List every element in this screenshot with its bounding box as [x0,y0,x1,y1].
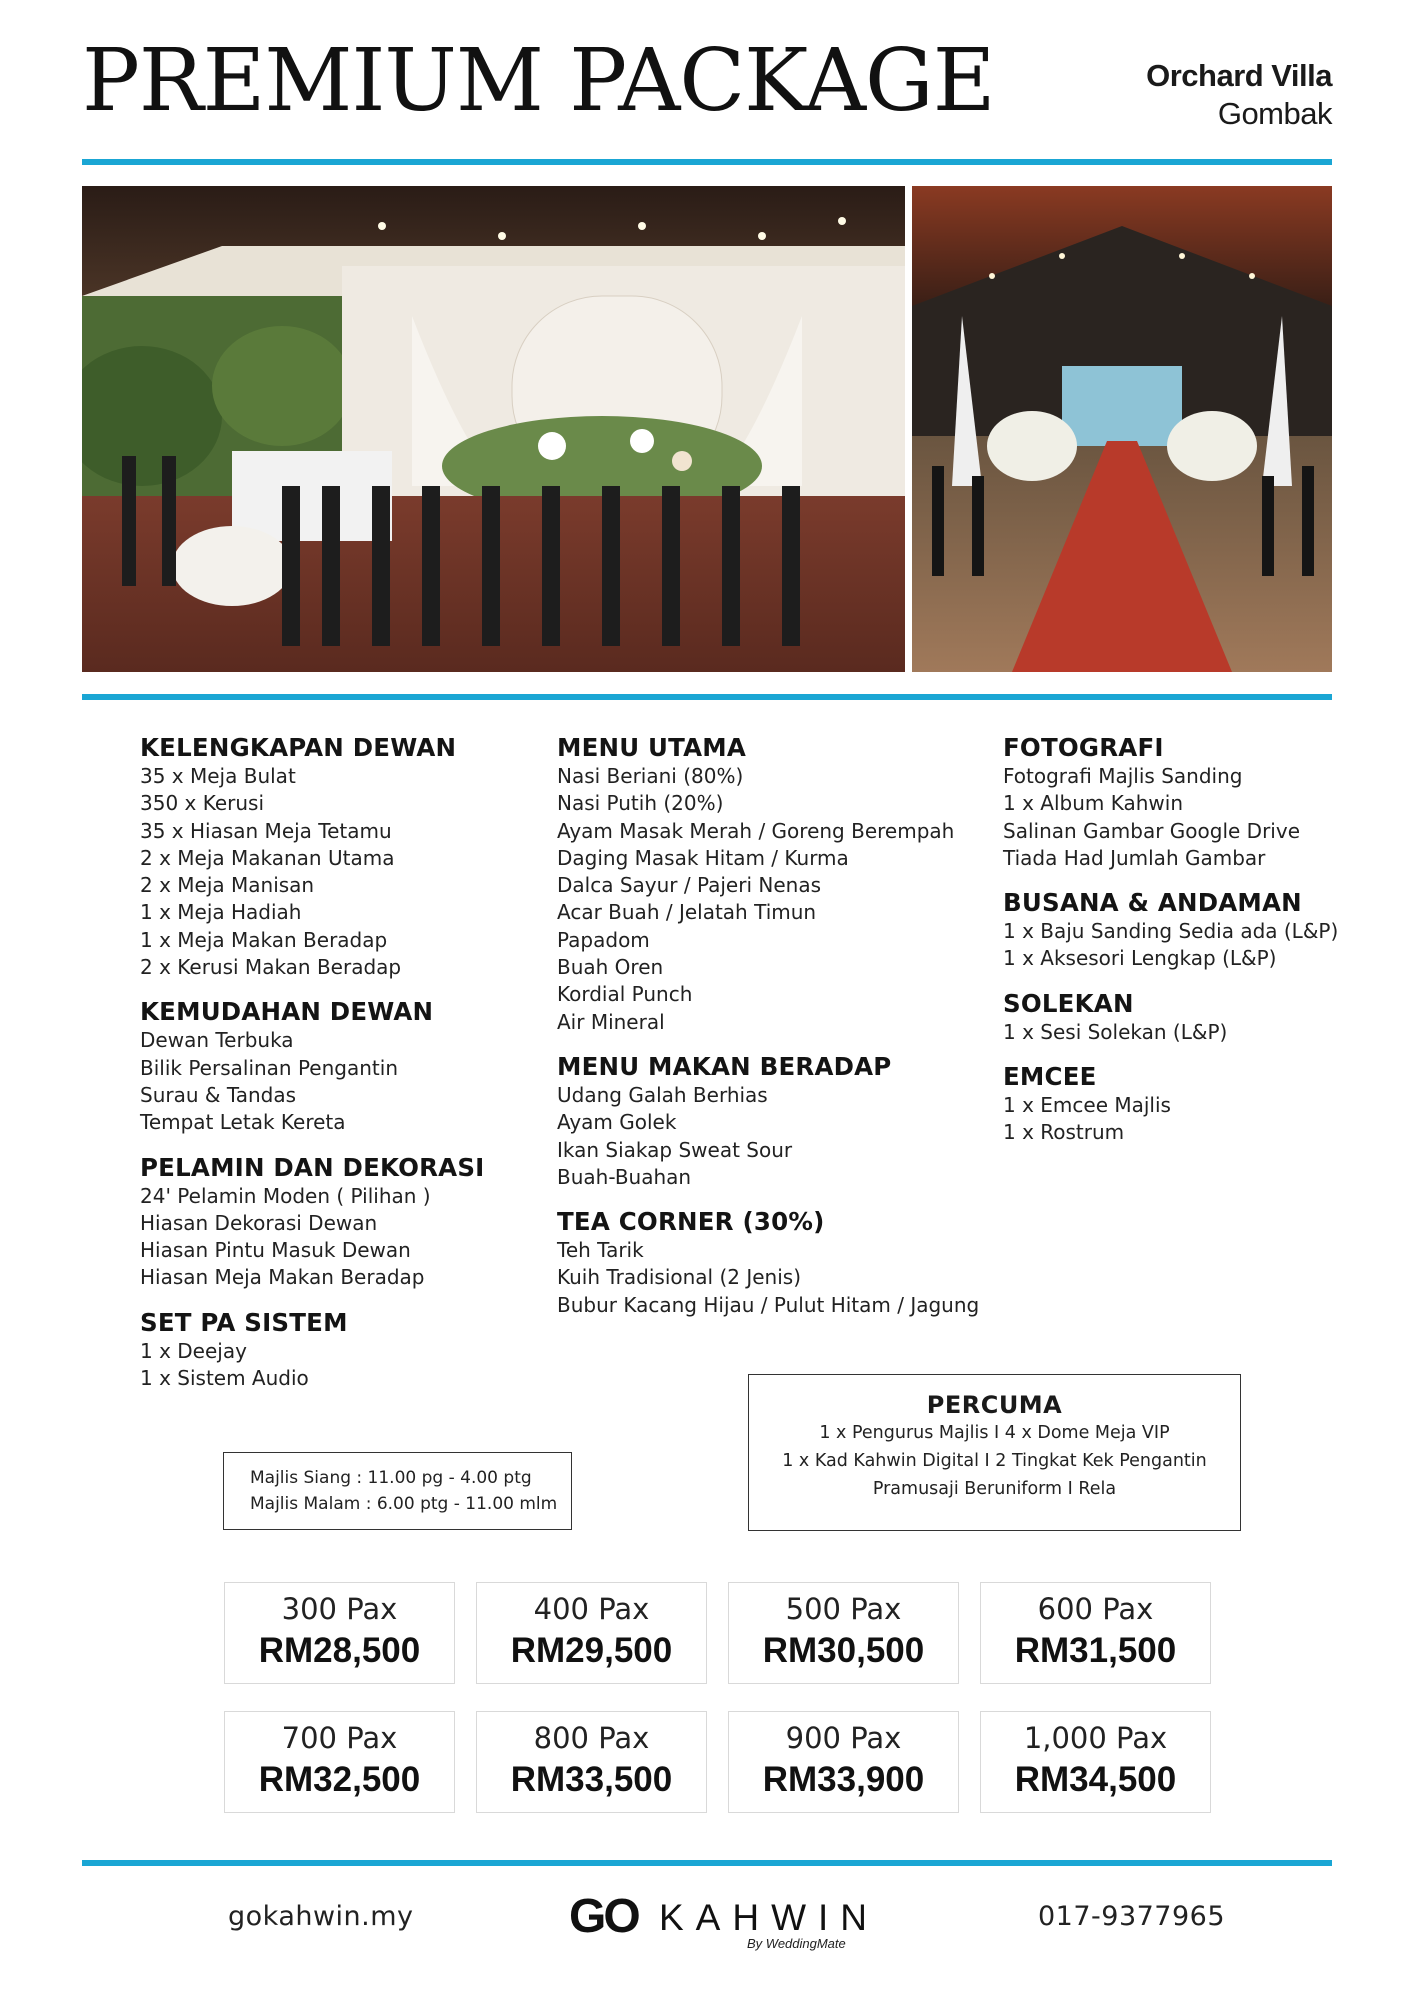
list-item: 1 x Meja Hadiah [140,900,302,925]
time-siang: Majlis Siang : 11.00 pg - 4.00 ptg [250,1468,532,1488]
list-item: Bilik Persalinan Pengantin [140,1055,398,1080]
price-amount: RM32,500 [258,1760,421,1799]
column-middle [557,733,979,1319]
list-item: 1 x Rostrum [1003,1120,1125,1145]
pax-count: 600 Pax [1037,1592,1154,1626]
section-heading: BUSANA & ANDAMAN [1003,888,1302,918]
hall-pelamin-photo [82,186,905,672]
price-amount: RM28,500 [258,1631,421,1670]
price-card-800 [476,1711,707,1813]
section-menu-utama [557,733,979,1036]
section-heading: SET PA SISTEM [140,1307,348,1337]
list-item: Hiasan Meja Makan Beradap [140,1265,425,1290]
list-item: Buah Oren [557,955,664,980]
price-amount: RM33,500 [510,1760,673,1799]
list-item: 1 x Baju Sanding Sedia ada (L&P) [1003,919,1339,944]
phone-number[interactable]: 017-9377965 [1038,1901,1226,1932]
bottom-divider [82,1860,1332,1866]
list-item: 1 x Meja Makan Beradap [140,927,388,952]
list-item: 2 x Kerusi Makan Beradap [140,955,402,980]
list-item: 1 x Deejay [140,1338,247,1363]
percuma-title: PERCUMA [926,1391,1063,1419]
venue-name: Orchard Villa [1146,58,1332,93]
list-item: 1 x Aksesori Lengkap (L&P) [1003,946,1277,971]
event-time-box [223,1452,572,1530]
column-right [1003,733,1338,1147]
price-card-300 [224,1582,455,1684]
section-set-pa-sistem [140,1308,485,1393]
price-amount: RM31,500 [1014,1631,1177,1670]
section-menu-makan-beradap [557,1052,979,1191]
section-heading: EMCEE [1003,1062,1097,1092]
section-heading: KELENGKAPAN DEWAN [140,733,457,762]
list-item: Salinan Gambar Google Drive [1003,818,1301,843]
list-item: Surau & Tandas [140,1082,297,1107]
price-card-500 [728,1582,959,1684]
list-item: Papadom [557,927,650,952]
section-fotografi [1003,733,1338,872]
section-heading: SOLEKAN [1003,988,1134,1018]
price-card-900 [728,1711,959,1813]
price-card-400 [476,1582,707,1684]
list-item: 35 x Meja Bulat [140,764,296,788]
list-item: Udang Galah Berhias [557,1082,768,1107]
section-pelamin-dekorasi [140,1153,485,1292]
section-busana-andaman [1003,888,1338,973]
section-emcee [1003,1062,1338,1147]
list-item: 1 x Album Kahwin [1003,791,1184,816]
venue-location: Gombak [1217,96,1332,131]
top-divider [82,159,1332,165]
list-item: Kordial Punch [557,982,693,1007]
section-heading: KEMUDAHAN DEWAN [140,997,434,1027]
price-card-700 [224,1711,455,1813]
pax-count: 300 Pax [281,1592,398,1626]
percuma-line: 1 x Kad Kahwin Digital I 2 Tingkat Kek Pengantin [782,1451,1207,1471]
list-item: Nasi Beriani (80%) [557,764,744,788]
logo-kahwin-text: KAHWIN [659,1897,879,1938]
section-tea-corner [557,1207,979,1319]
mid-divider [82,694,1332,700]
list-item: 1 x Sistem Audio [140,1366,309,1391]
list-item: Ayam Golek [557,1110,677,1135]
price-card-600 [980,1582,1211,1684]
section-kemudahan-dewan [140,997,485,1136]
percuma-line: 1 x Pengurus Majlis I 4 x Dome Meja VIP [819,1423,1170,1443]
section-solekan [1003,989,1338,1046]
pax-count: 400 Pax [533,1592,650,1626]
list-item: Dalca Sayur / Pajeri Nenas [557,873,821,898]
list-item: Dewan Terbuka [140,1028,294,1053]
list-item: 1 x Emcee Majlis [1003,1093,1171,1118]
section-heading: TEA CORNER (30%) [557,1207,825,1237]
price-amount: RM29,500 [510,1631,673,1670]
list-item: Fotografi Majlis Sanding [1003,764,1243,788]
section-kelengkapan-dewan [140,733,485,981]
list-item: 1 x Sesi Solekan (L&P) [1003,1019,1228,1044]
section-heading: FOTOGRAFI [1003,733,1164,762]
logo-tagline: By WeddingMate [747,1936,846,1951]
list-item: Tempat Letak Kereta [140,1110,346,1135]
list-item: Hiasan Dekorasi Dewan [140,1210,378,1235]
list-item: Tiada Had Jumlah Gambar [1003,845,1266,870]
list-item: Acar Buah / Jelatah Timun [557,900,817,925]
percuma-box [748,1374,1241,1531]
pax-count: 900 Pax [785,1721,902,1755]
price-amount: RM33,900 [762,1760,925,1799]
time-malam: Majlis Malam : 6.00 ptg - 11.00 mlm [250,1494,558,1514]
list-item: Bubur Kacang Hijau / Pulut Hitam / Jagung [557,1292,980,1317]
list-item: Nasi Putih (20%) [557,791,724,816]
list-item: Buah-Buahan [557,1164,692,1189]
percuma-line: Pramusaji Beruniform I Rela [872,1479,1117,1499]
price-amount: RM30,500 [762,1631,925,1670]
list-item: Kuih Tradisional (2 Jenis) [557,1265,801,1290]
list-item: Teh Tarik [557,1238,644,1263]
pax-count: 500 Pax [785,1592,902,1626]
list-item: Air Mineral [557,1009,665,1034]
price-amount: RM34,500 [1014,1760,1177,1799]
page-title: PREMIUM PACKAGE [82,31,995,131]
list-item: 2 x Meja Makanan Utama [140,845,395,870]
list-item: 24' Pelamin Moden ( Pilihan ) [140,1183,431,1208]
list-item: Ikan Siakap Sweat Sour [557,1137,793,1162]
logo-go-text: GO [569,1890,638,1943]
section-heading: MENU UTAMA [557,733,747,762]
section-heading: PELAMIN DAN DEKORASI [140,1152,485,1182]
pax-count: 800 Pax [533,1721,650,1755]
hall-aisle-photo [912,186,1332,672]
pax-count: 1,000 Pax [1023,1721,1168,1755]
column-left [140,733,485,1392]
section-heading: MENU MAKAN BERADAP [557,1051,892,1081]
pax-count: 700 Pax [281,1721,398,1755]
website-link[interactable]: gokahwin.my [228,1901,414,1932]
gokahwin-logo [569,1890,879,1962]
list-item: Hiasan Pintu Masuk Dewan [140,1238,411,1263]
list-item: 350 x Kerusi [140,791,265,816]
price-card-1000 [980,1711,1211,1813]
list-item: 35 x Hiasan Meja Tetamu [140,818,392,843]
list-item: 2 x Meja Manisan [140,873,315,898]
list-item: Ayam Masak Merah / Goreng Berempah [557,818,955,843]
list-item: Daging Masak Hitam / Kurma [557,845,849,870]
